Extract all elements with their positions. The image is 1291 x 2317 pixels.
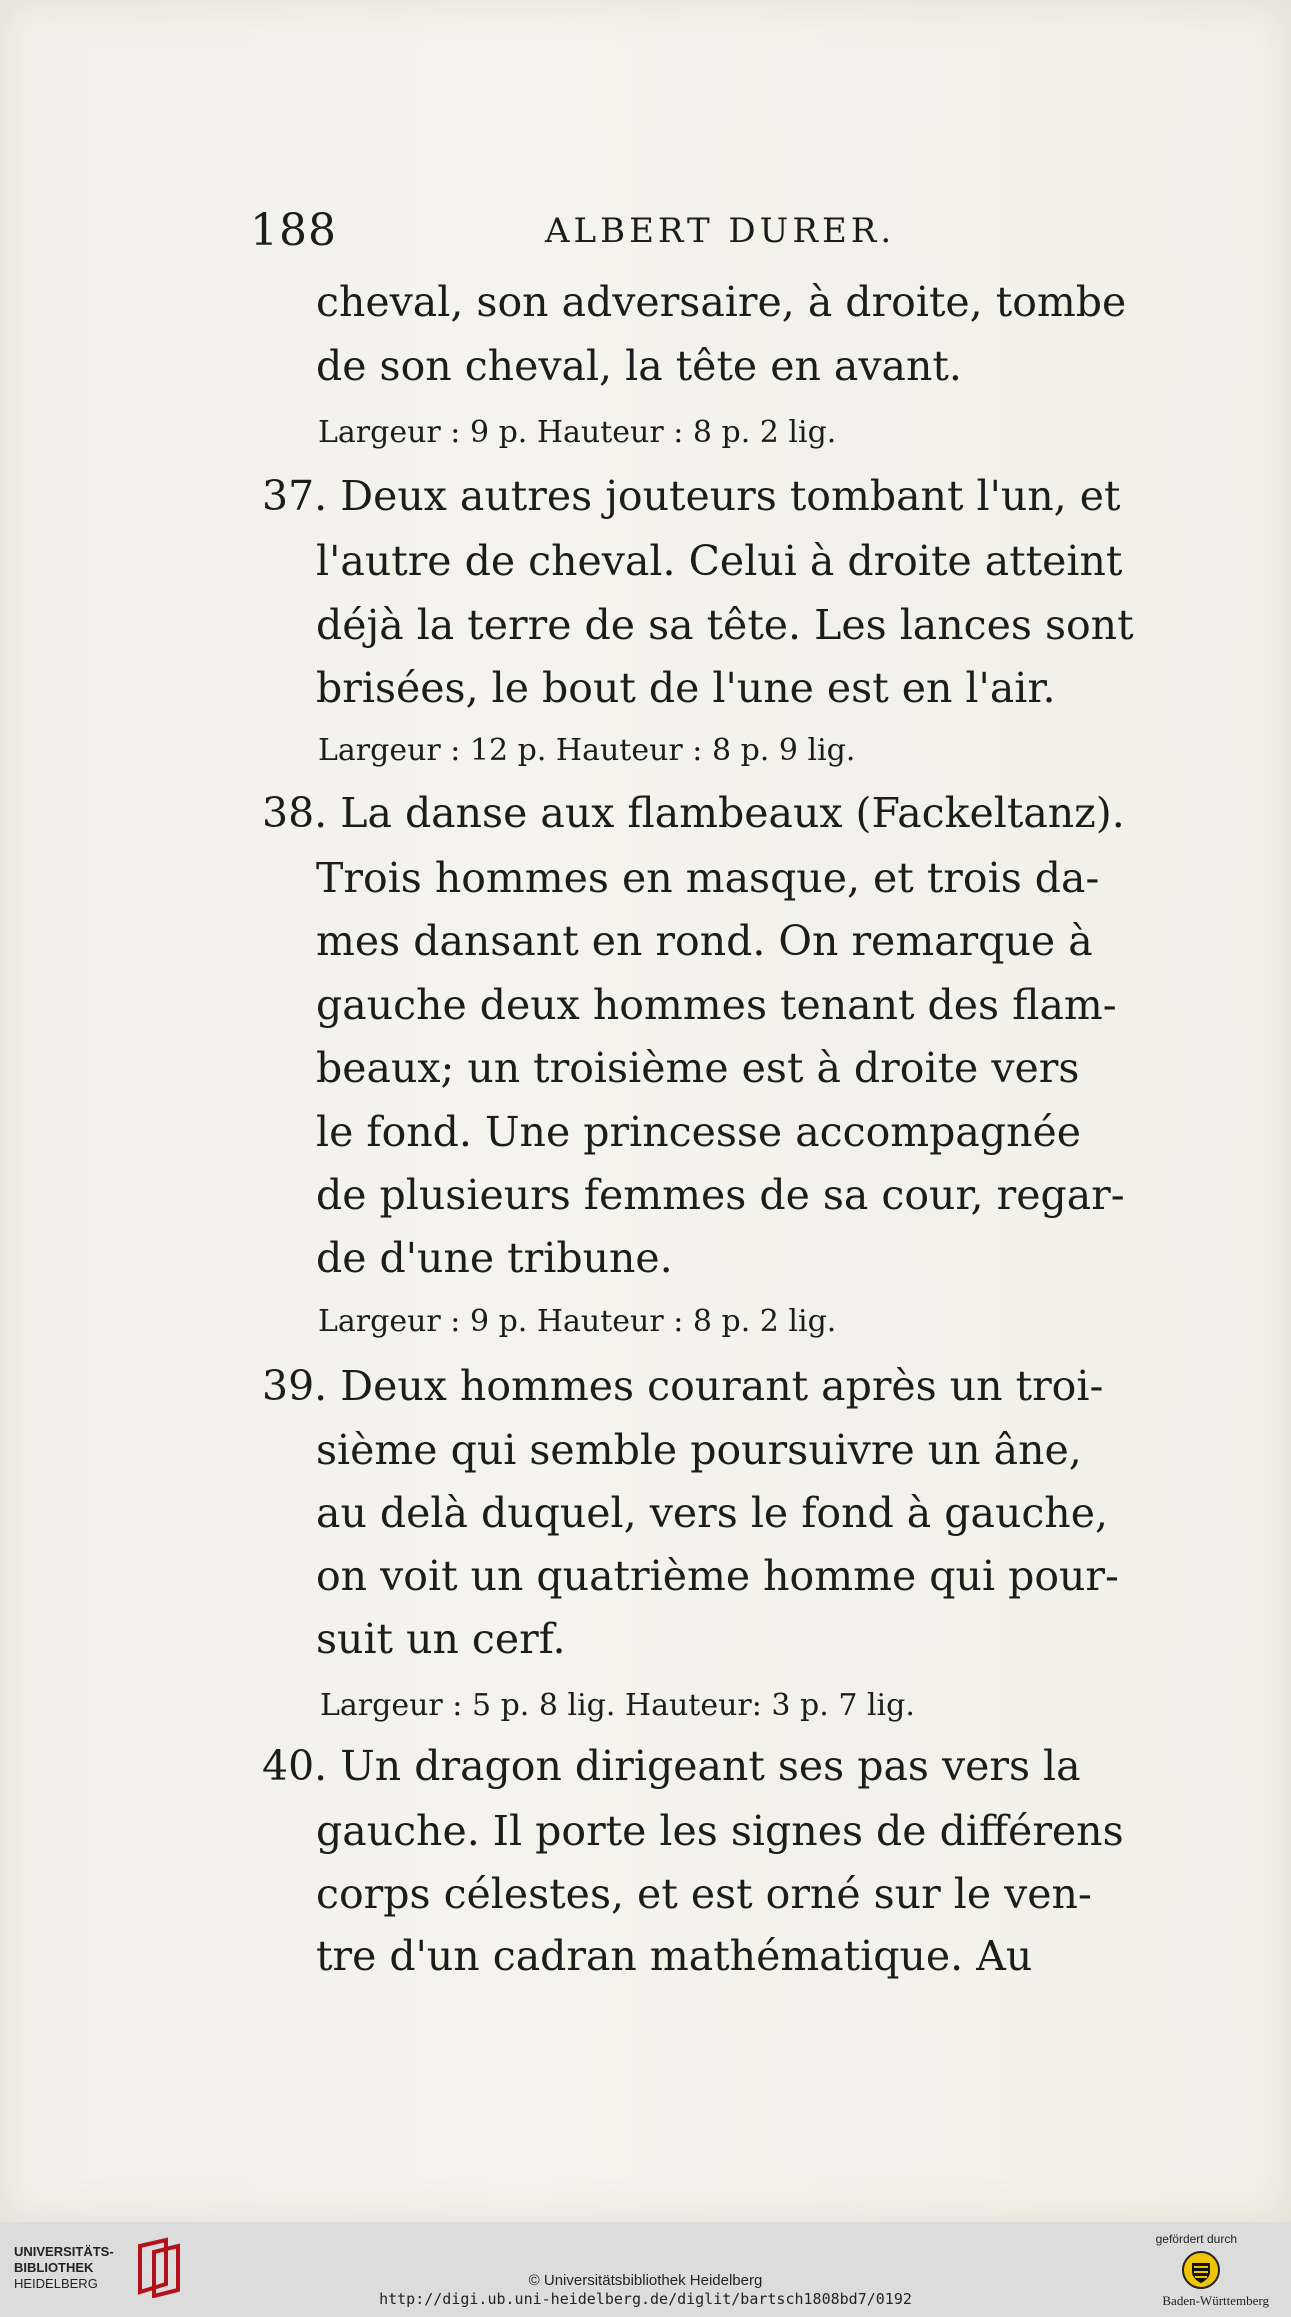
text-line: gauche. Il porte les signes de différens: [316, 1807, 1124, 1855]
text-line: brisées, le bout de l'une est en l'air.: [316, 664, 1056, 712]
text-line: on voit un quatrième homme qui pour-: [316, 1552, 1119, 1600]
entry-first-line: 39. Deux hommes courant après un troi-: [262, 1362, 1104, 1410]
text-line: beaux; un troisième est à droite vers: [316, 1044, 1080, 1092]
sponsor-label: gefördert durch: [1155, 2232, 1237, 2246]
measurement-line: Largeur : 5 p. 8 lig. Hauteur: 3 p. 7 lig.: [320, 1688, 915, 1723]
text-line: le fond. Une princesse accompagnée: [316, 1108, 1082, 1156]
logo-line: HEIDELBERG: [14, 2276, 98, 2291]
page-header: [250, 205, 1180, 265]
text-line: de plusieurs femmes de sa cour, regar-: [316, 1171, 1125, 1219]
entry-first-line: 40. Un dragon dirigeant ses pas vers la: [262, 1742, 1081, 1790]
logo-line: UNIVERSITÄTS-: [14, 2244, 114, 2259]
text-line: cheval, son adversaire, à droite, tombe: [316, 278, 1127, 326]
permalink-url[interactable]: http://digi.ub.uni-heidelberg.de/diglit/bartsch1808bd7/0192: [379, 2290, 912, 2308]
digital-library-footer: [0, 2222, 1291, 2317]
text-line: de d'une tribune.: [316, 1234, 673, 1282]
measurement-line: Largeur : 9 p. Hauteur : 8 p. 2 lig.: [318, 415, 837, 450]
text-line: l'autre de cheval. Celui à droite atteint: [316, 537, 1123, 585]
text-line: tre d'un cadran mathématique. Au: [316, 1932, 1033, 1980]
text-line: gauche deux hommes tenant des flam-: [316, 981, 1117, 1029]
text-line: corps célestes, et est orné sur le ven-: [316, 1870, 1092, 1918]
running-title: ALBERT DURER.: [545, 211, 896, 251]
entry-first-line: 38. La danse aux flambeaux (Fackeltanz).: [262, 789, 1125, 837]
text-line: déjà la terre de sa tête. Les lances sont: [316, 601, 1134, 649]
text-line: Trois hommes en masque, et trois da-: [316, 854, 1100, 902]
text-line: de son cheval, la tête en avant.: [316, 342, 962, 390]
sponsor-name: Baden-Württemberg: [1162, 2293, 1269, 2308]
entry-first-line: 37. Deux autres jouteurs tombant l'un, et: [262, 472, 1121, 520]
text-line: suit un cerf.: [316, 1615, 566, 1663]
measurement-line: Largeur : 9 p. Hauteur : 8 p. 2 lig.: [318, 1304, 837, 1339]
state-crest-icon[interactable]: [1181, 2250, 1221, 2290]
text-line: sième qui semble poursuivre un âne,: [316, 1426, 1082, 1474]
text-line: au delà duquel, vers le fond à gauche,: [316, 1489, 1109, 1537]
text-line: mes dansant en rond. On remarque à: [316, 917, 1093, 965]
measurement-line: Largeur : 12 p. Hauteur : 8 p. 9 lig.: [318, 733, 856, 768]
page-number: 188: [250, 205, 337, 256]
logo-line: BIBLIOTHEK: [14, 2260, 94, 2275]
copyright-notice: © Universitätsbibliothek Heidelberg: [528, 2272, 763, 2289]
